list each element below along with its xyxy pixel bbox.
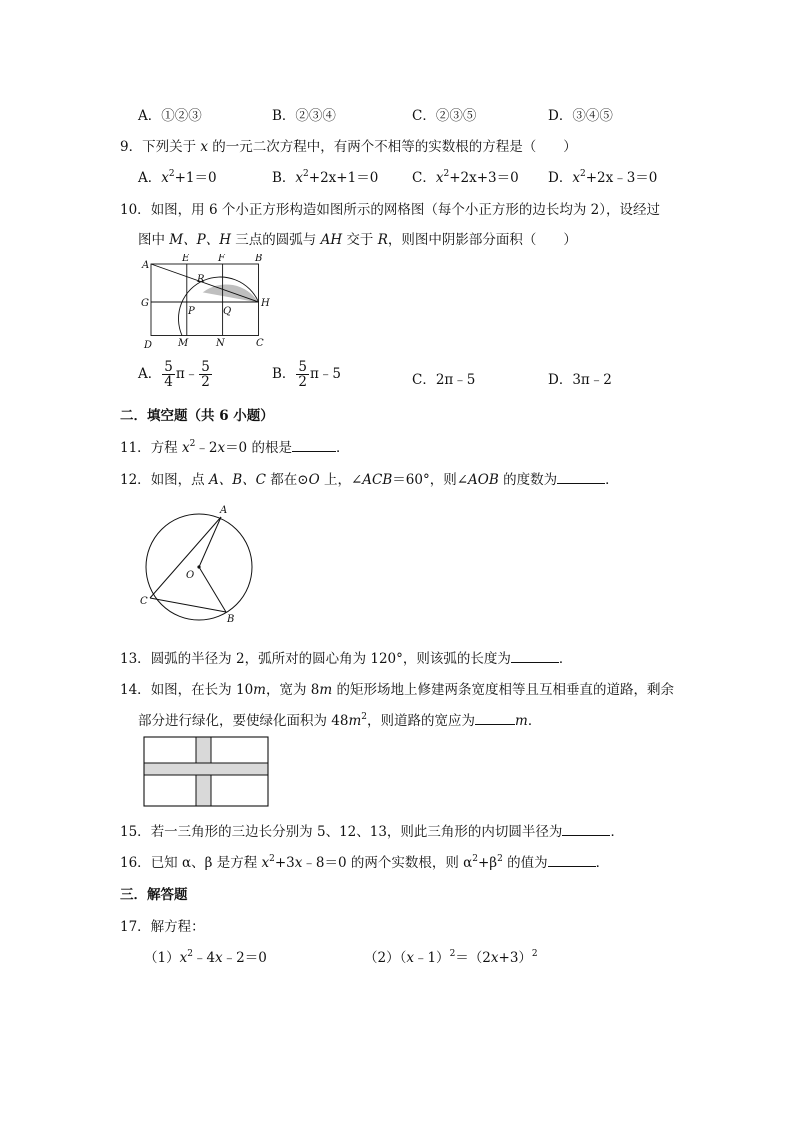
q8-option-c: C．②③⑤ (412, 108, 477, 124)
q10-label-e: E (182, 254, 190, 264)
q9-option-c: C．$x^2+2x+3=0$ (412, 169, 519, 186)
q14-stem-line1: 14．如图，在长为 10m，宽为 8m 的矩形场地上修建两条宽度相等且互相垂直的道路，剩余 (120, 682, 674, 698)
section2-title: 二．填空题（共 6 小题） (120, 408, 274, 424)
q12-stem: 12．如图，点 A、B、C 都在⊙O 上，∠ACB＝60°，则∠AOB 的度数为 ． (120, 472, 619, 488)
q12-label-o: O (186, 570, 195, 581)
q10-label-b: B (255, 254, 263, 264)
q14-answer-blank[interactable] (475, 712, 515, 725)
q10-label-q: Q (223, 306, 232, 317)
q15-answer-blank[interactable] (562, 823, 610, 836)
q12-center-point (197, 565, 200, 568)
q10-option-a: A． $\frac{5}{4}$ π﹣ $\frac{5}{2}$ (138, 359, 210, 390)
q12-answer-blank[interactable] (557, 471, 605, 484)
q11-stem: 11．方程 $x^2﹣2x=0$ 的根是 ． (120, 439, 350, 456)
q15-stem: 15．若一三角形的三边长分别为 5、12、13，则此三角形的内切圆半径为 ． (120, 824, 624, 840)
q17-part-2: $(2)(x﹣1)^2=(2x+3)^2$ (364, 949, 538, 966)
q14-stem-line2: 部分进行绿化，要使绿化面积为 $48m^2$，则道路的宽应为 m． (138, 712, 542, 729)
q8-option-b: B．②③④ (272, 108, 336, 124)
q12-segments (150, 517, 226, 612)
q12-circle-figure (136, 500, 266, 625)
q10-label-m: M (178, 338, 189, 349)
q10-label-r: R (197, 274, 205, 285)
q10-label-d: D (144, 340, 153, 351)
q10-grid-figure (138, 254, 278, 354)
q17-stem: 17．解方程： (120, 919, 205, 935)
q12-label-b: B (227, 614, 235, 625)
q10-stem-line2: 图中 M、P、H 三点的圆弧与 AH 交于 R，则图中阴影部分面积（ ） (138, 232, 577, 248)
q10-option-c: C．2π﹣5 (412, 372, 476, 388)
q10-grid-lines (151, 264, 259, 336)
q10-label-h: H (261, 298, 270, 309)
q9-stem: 9．下列关于 x 的一元二次方程中，有两个不相等的实数根的方程是（ ） (120, 139, 577, 155)
q9-option-a: A．$x^2+1=0$ (138, 169, 217, 186)
q8-option-a: A．①②③ (138, 108, 202, 124)
q10-label-p: P (188, 306, 195, 317)
section3-title: 三．解答题 (120, 887, 188, 903)
q10-stem-line1: 10．如图，用 6 个小正方形构造如图所示的网格图（每个小正方形的边长均为 2），设经过 (120, 202, 660, 218)
q12-label-a: A (220, 505, 228, 516)
q10-option-b: B． $\frac{5}{2}$ π﹣5 (272, 359, 341, 390)
q17-part-1: $(1)x^2﹣4x﹣2=0$ (144, 949, 267, 966)
q10-label-a: A (142, 260, 150, 271)
q16-answer-blank[interactable] (548, 854, 596, 867)
q10-option-d: D．3π﹣2 (548, 372, 612, 388)
q9-option-d: D．$x^2+2x﹣3=0$ (548, 169, 658, 186)
q14-field-figure (143, 736, 271, 808)
q13-stem: 13．圆弧的半径为 2，弧所对的圆心角为 120°，则该弧的长度为 ． (120, 651, 573, 667)
q8-option-d: D．③④⑤ (548, 108, 613, 124)
q10-label-g: G (141, 298, 149, 309)
q10-label-f: F (218, 254, 225, 264)
q9-option-b: B．$x^2+2x+1=0$ (272, 169, 379, 186)
q10-label-n: N (216, 338, 225, 349)
q10-label-c: C (256, 338, 264, 349)
q10-shaded-region (203, 284, 259, 302)
q13-answer-blank[interactable] (511, 650, 559, 663)
q12-label-c: C (140, 596, 148, 607)
q11-answer-blank[interactable] (292, 439, 336, 452)
q14-horizontal-road (144, 763, 268, 775)
q16-stem: 16．已知 α、β 是方程 $x^2+3x﹣8=0$ 的两个实数根，则 $\alpha^2+\beta^2$ 的值为 ． (120, 854, 610, 871)
